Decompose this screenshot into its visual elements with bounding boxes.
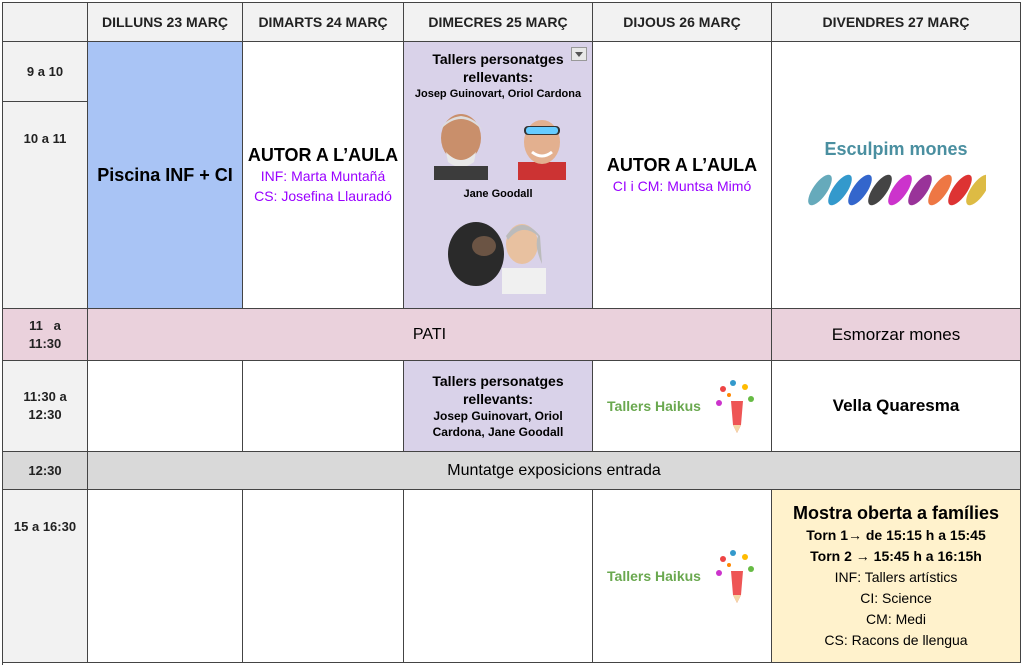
tuesday-line2: CS: Josefina Llauradó <box>254 187 392 204</box>
wednesday-midday <box>404 361 593 452</box>
thursday-line1: CI i CM: Muntsa Mimó <box>612 177 752 194</box>
header-wednesday: DIMECRES 25 MARÇ <box>404 3 593 42</box>
thursday-title: AUTOR A L’AULA <box>606 154 758 175</box>
vella-quaresma: Vella Quaresma <box>832 396 960 415</box>
header-corner <box>3 3 88 42</box>
thursday-midday <box>593 361 772 452</box>
time-label: 12:30 <box>28 407 62 422</box>
wed-photos-row <box>426 108 570 180</box>
time-15-1630: 15 a 16:30 <box>3 490 88 663</box>
header-tuesday: DIMARTS 24 MARÇ <box>243 3 404 42</box>
friday-title: Esculpim mones <box>824 138 968 159</box>
photo-cardona <box>514 108 570 180</box>
time-1230: 12:30 <box>3 452 88 490</box>
mostra-ci: CI: Science <box>860 590 932 606</box>
torn2: Torn 2 → 15:45 h a 16:15h <box>810 548 982 564</box>
time-1130-1230 <box>3 361 88 452</box>
header-friday: DIVENDRES 27 MARÇ <box>772 3 1021 42</box>
friday-esculpim <box>772 42 1021 309</box>
time-9-10: 9 a 10 <box>3 42 88 102</box>
monday-midday <box>88 361 243 452</box>
photo-goodall <box>438 206 558 294</box>
friday-mostra <box>772 490 1021 663</box>
time-label: 11:30 a <box>23 389 67 404</box>
photo-guinovart <box>426 108 496 180</box>
time-10-11: 10 a 11 <box>3 102 88 309</box>
mostra-inf: INF: Tallers artístics <box>834 569 958 585</box>
esmorzar-label: Esmorzar mones <box>831 324 961 344</box>
pati-label: PATI <box>412 325 447 343</box>
monday-piscina <box>88 42 243 309</box>
tuesday-afternoon <box>243 490 404 663</box>
tuesday-line1: INF: Marta Muntañá <box>260 167 386 184</box>
pati-bar <box>88 309 772 361</box>
wed-title-2: rellevants: <box>462 69 534 85</box>
haikus-label: Tallers Haikus <box>607 568 701 584</box>
haikus-label: Tallers Haikus <box>607 398 701 414</box>
esmorzar-cell <box>772 309 1021 361</box>
mostra-title: Mostra oberta a famílies <box>792 503 1000 523</box>
mostra-cm: CM: Medi <box>866 611 926 627</box>
wed-name3: Jane Goodall <box>463 188 533 200</box>
wed-mid-title-1: Tallers personatges <box>432 373 564 389</box>
muntatge-bar <box>88 452 1021 490</box>
wednesday-tallers <box>404 42 593 309</box>
monday-afternoon <box>88 490 243 663</box>
feathers-icon <box>806 168 986 212</box>
time-11-1130 <box>3 309 88 361</box>
header-monday: DILLUNS 23 MARÇ <box>88 3 243 42</box>
schedule-table <box>2 2 1021 665</box>
tuesday-midday <box>243 361 404 452</box>
muntatge-label: Muntatge exposicions entrada <box>447 461 661 479</box>
thursday-afternoon <box>593 490 772 663</box>
tuesday-title: AUTOR A L’AULA <box>247 144 399 165</box>
wed-mid-names-2: Cardona, Jane Goodall <box>432 425 564 439</box>
time-label: 11 a <box>29 317 61 333</box>
friday-midday <box>772 361 1021 452</box>
torn1: Torn 1→ de 15:15 h a 15:45 <box>806 527 986 543</box>
wednesday-afternoon <box>404 490 593 663</box>
monday-label: Piscina INF + CI <box>97 164 233 185</box>
pencil-art-icon <box>713 377 757 435</box>
dropdown-arrow-icon[interactable] <box>571 47 587 61</box>
time-label: 11:30 <box>28 335 62 351</box>
pencil-art-icon <box>713 547 757 605</box>
header-thursday: DIJOUS 26 MARÇ <box>593 3 772 42</box>
mostra-cs: CS: Racons de llengua <box>824 632 968 648</box>
tuesday-autor <box>243 42 404 309</box>
wed-mid-names-1: Josep Guinovart, Oriol <box>433 409 563 423</box>
thursday-autor <box>593 42 772 309</box>
wed-title-1: Tallers personatges <box>432 51 564 67</box>
wed-names: Josep Guinovart, Oriol Cardona <box>414 88 582 100</box>
wed-mid-title-2: rellevants: <box>462 391 534 407</box>
